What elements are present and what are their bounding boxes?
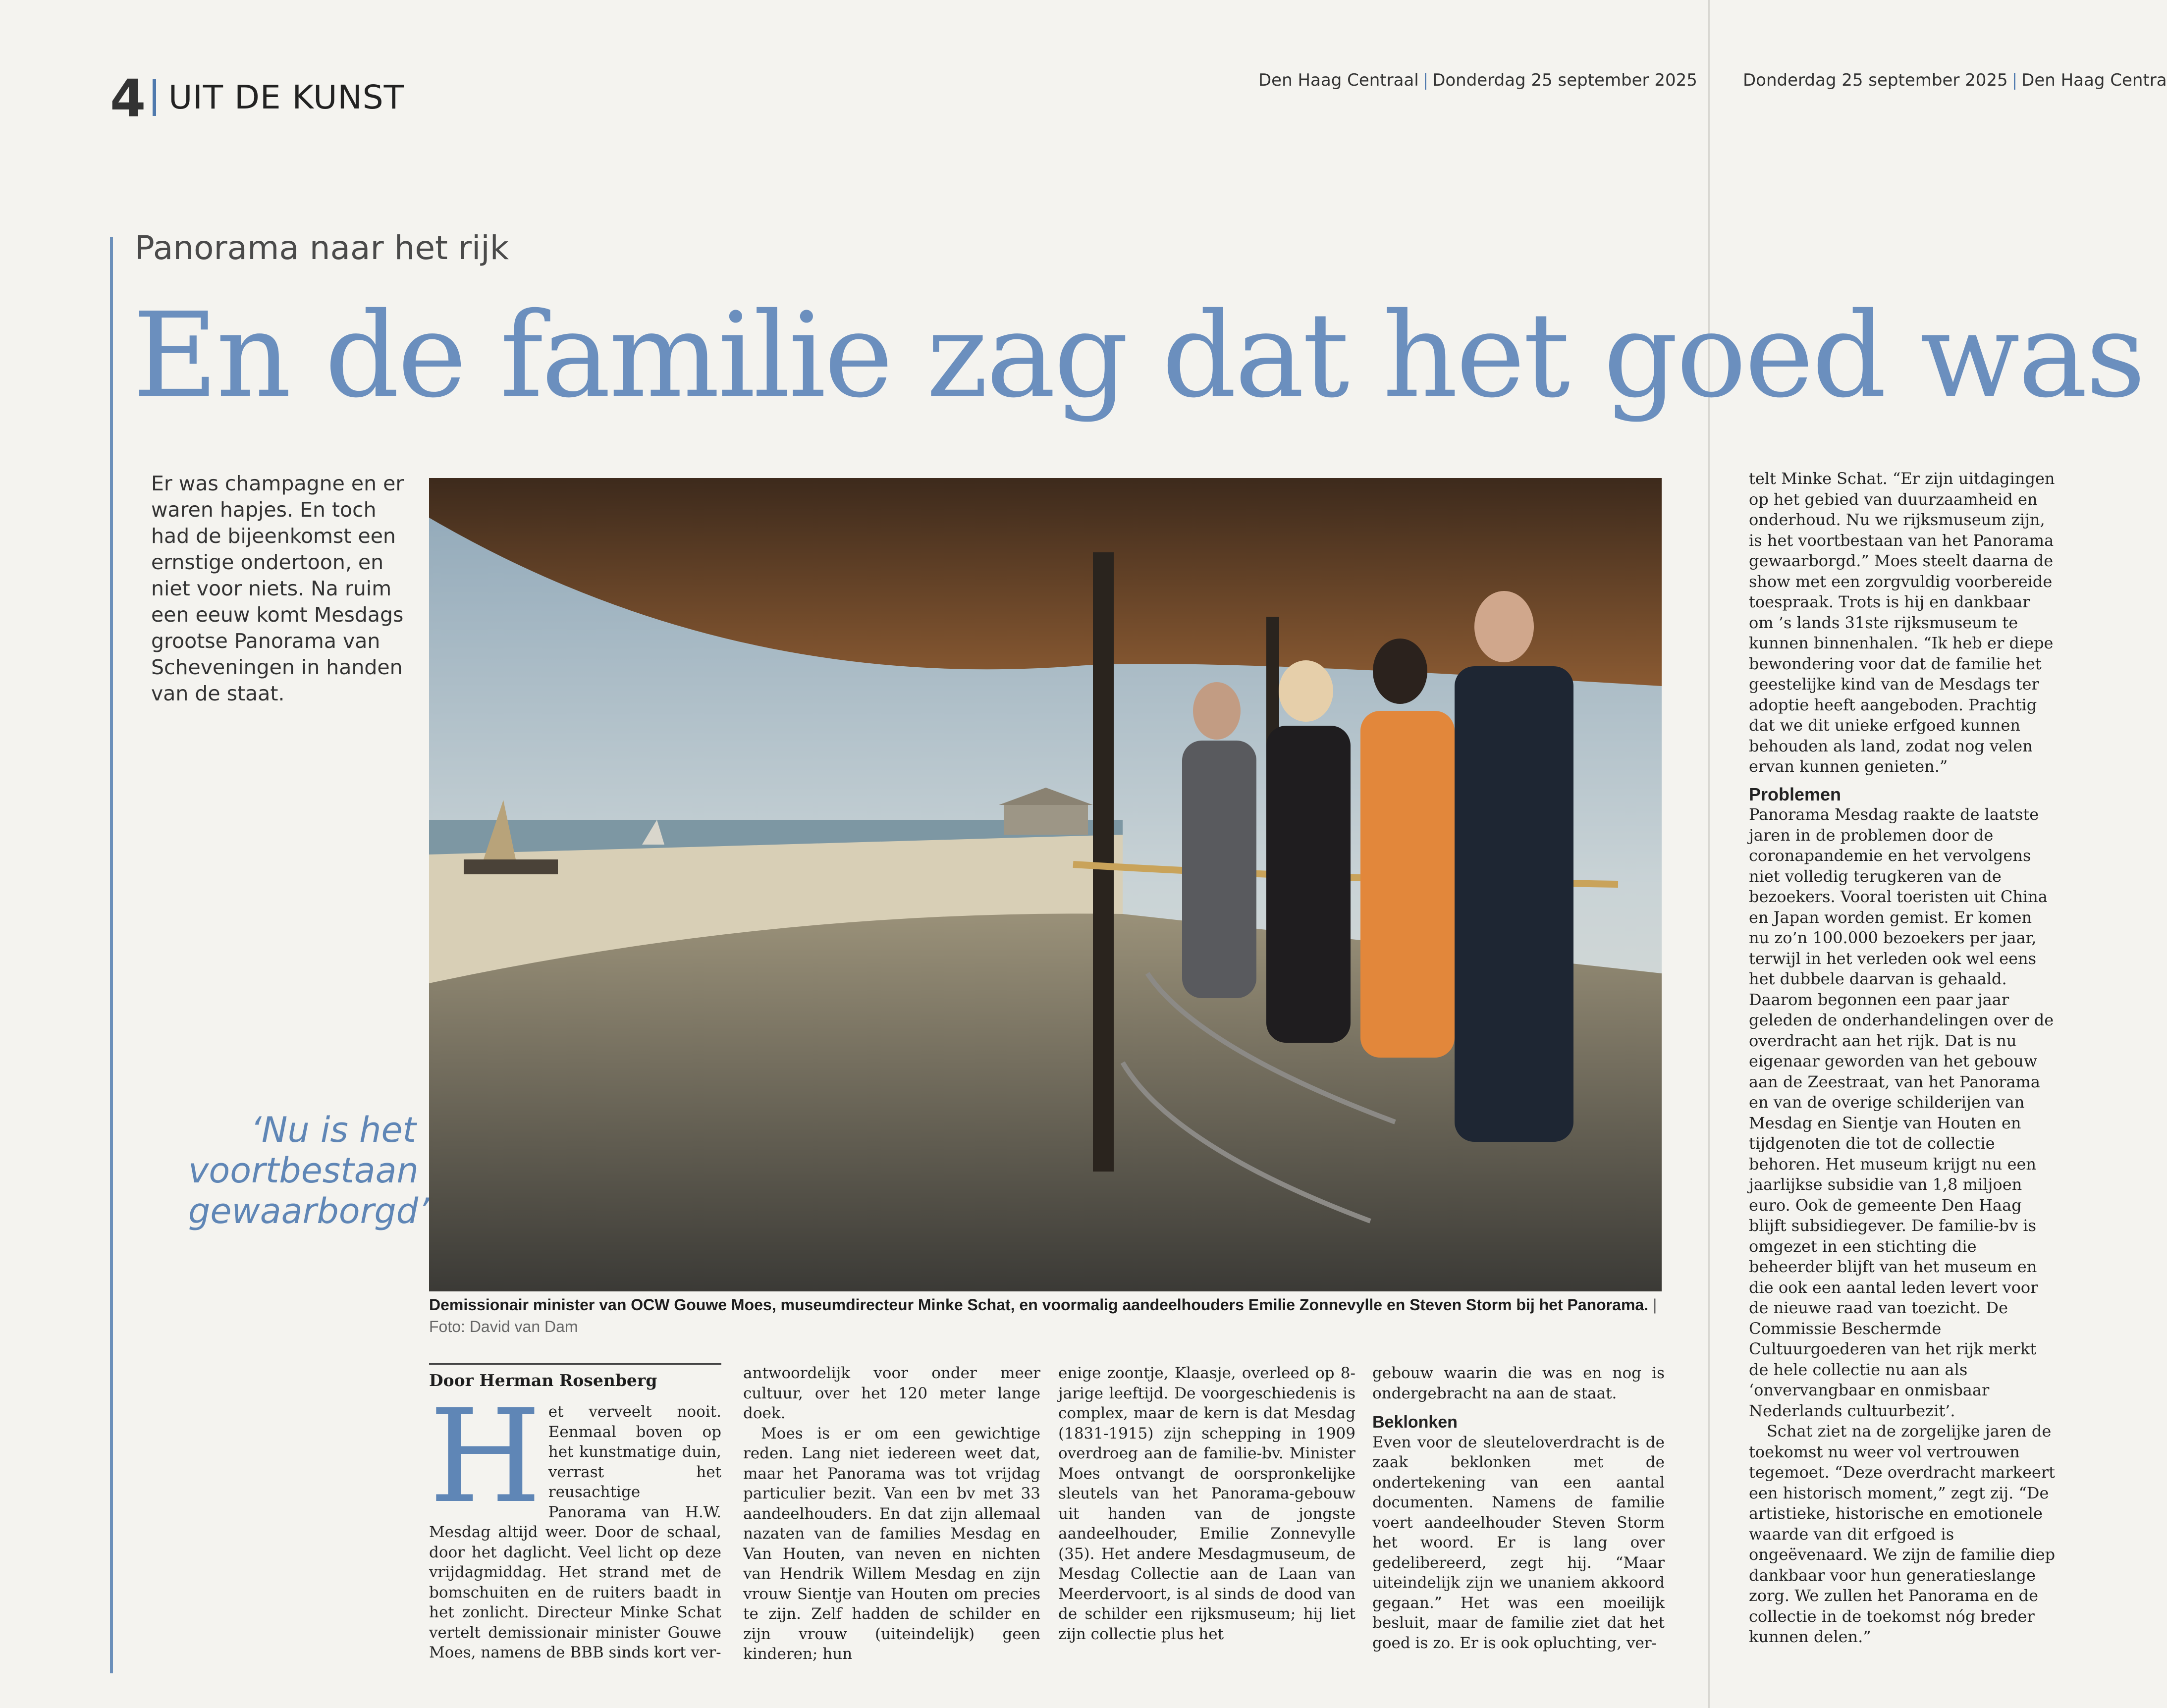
dateline-separator: |	[1422, 70, 1429, 90]
subheading: Problemen	[1749, 784, 1842, 804]
dateline-separator: |	[2011, 70, 2018, 90]
article-headline: En de familie zag dat het goed was	[133, 287, 2144, 424]
caption-text: Demissionair minister van OCW Gouwe Moes, museumdirecteur Minke Schat, en voormalig aandeelhouders Emilie Zonnevylle en Steven Storm bij het Panorama.	[429, 1296, 1649, 1314]
next-page-paper: Den Haag Centra	[2021, 70, 2167, 90]
drop-cap: H	[429, 1382, 542, 1532]
article-rule	[110, 237, 113, 1673]
paragraph: antwoordelijk voor onder meer cultuur, over het 120 meter lange doek.	[743, 1364, 1040, 1422]
paragraph: Panorama Mesdag raakte de laatste jaren in de problemen door de coronapandemie en het vervolgens niet volledig terugkeren van de bezoekers. Vooral toeristen uit China en Japan worden gemist. Er komen nu zo’n 100.000 bezoekers per jaar, terwijl in het verleden ook wel eens het dubbele daarvan is gehaald. Daarom begonnen een paar jaar geleden de onderhandelingen over de overdracht aan het rijk. Dat is nu eigenaar geworden van het gebouw aan de Zeestraat, van het Panorama en van de overige schilderijen van Mesdag en Sientje van Houten en tijdgenoten die tot de collectie behoren. Het museum krijgt nu een jaarlijkse subsidie van 1,8 miljoen euro. Ook de gemeente Den Haag blijft subsidiegever. De familie-bv is omgezet in een stichting die beheerder blijft van het museum en die ook een aantal leden levert voor de nieuwe raad van toezicht. De Commissie Beschermde Cultuurgoederen van het rijk merkt de hele collectie nu aan als ‘onvervangbaar en onmisbaar Nederlands cultuurbezit’.	[1749, 805, 2054, 1420]
next-page-dateline	[1743, 70, 2167, 90]
panorama-photo	[429, 478, 1662, 1291]
article-intro: Er was champagne en er waren hapjes. En toch had de bijeenkomst een ernstige ondertoon, en niet voor niets. Na ruim een eeuw komt Mesdags grootse Panorama van Scheveningen in handen van de staat.	[151, 472, 404, 705]
photo-credit: | Foto: David van Dam	[429, 1296, 1657, 1335]
subheading: Beklonken	[1372, 1413, 1458, 1432]
article-kicker: Panorama naar het rijk	[135, 229, 509, 267]
byline: Door Herman Rosenberg	[429, 1363, 721, 1390]
page-fold	[1708, 0, 1710, 1708]
article-column-5	[1749, 469, 2056, 1648]
article-column-2	[743, 1363, 1040, 1664]
paragraph: Schat ziet na de zorgelijke jaren de toekomst nu weer vol vertrouwen tegemoet. “Deze overdracht markeert een historisch moment,” zegt zij. “De artistieke, historische en emotionele waarde van dit erfgoed is ongeëvenaard. We zijn de familie diep dankbaar voor hun generatieslange zorg. We zullen het Panorama en de collectie in de toekomst nóg breder kunnen delen.”	[1749, 1422, 2056, 1646]
paragraph: gebouw waarin die was en nog is ondergebracht na aan de staat.	[1372, 1364, 1665, 1402]
article-column-4	[1372, 1363, 1665, 1653]
paragraph: Even voor de sleuteloverdracht is de zaak beklonken met de ondertekening van een aantal documenten. Namens de familie voert aandeelhouder Steven Storm het woord. Er is lang over gedelibereerd, zegt hij. “Maar uiteindelijk zijn we unaniem akkoord gegaan.” Het was een moeilijk besluit, maar de familie ziet dat het goed is zo. Er is ook opluchting, ver-	[1372, 1433, 1665, 1652]
paragraph: telt Minke Schat. “Er zijn uitdagingen op het gebied van duurzaamheid en onderhoud. Nu we rijksmuseum zijn, is het voortbestaan van het Panorama gewaarborgd.” Moes steelt daarna de show met een zorgvuldig voorbereide toespraak. Trots is hij en dankbaar om ’s lands 31ste rijksmuseum te kunnen binnenhalen. “Ik heb er diepe bewondering voor dat de familie het geestelijke kind van de Mesdags ter adoptie heeft aangeboden. Prachtig dat we dit unieke erfgoed kunnen behouden als land, zodat nog velen ervan kunnen genieten.”	[1749, 469, 2055, 776]
next-page-date: Donderdag 25 september 2025	[1743, 70, 2008, 90]
page-number: 4	[110, 68, 146, 129]
section-title: UIT DE KUNST	[168, 78, 404, 116]
paper-name: Den Haag Centraal	[1258, 70, 1419, 90]
paragraph: et verveelt nooit. Eenmaal boven op het kunstmatige duin, verrast het reusachtige Panorama van H.W. Mesdag altijd weer. Door de schaal, door het daglicht. Veel licht op deze vrijdagmiddag. Het strand met de bomschuiten en de ruiters baadt in het zonlicht. Directeur Minke Schat vertelt demissionair minister Gouwe Moes, namens de BBB sinds kort ver-	[429, 1403, 721, 1661]
section-divider	[153, 79, 156, 116]
article-column-3	[1058, 1363, 1355, 1644]
photo-caption	[429, 1294, 1662, 1337]
header-dateline	[1258, 70, 1697, 90]
pull-quote: ‘Nu is het voortbestaan gewaarborgd’	[188, 1110, 430, 1231]
article-column-1	[429, 1382, 721, 1663]
paragraph: enige zoontje, Klaasje, overleed op 8-jarige leeftijd. De voorgeschiedenis is complex, maar de kern is dat Mesdag (1831-1915) zijn schepping in 1909 overdroeg aan de familie-bv. Minister Moes ontvangt de oorspronkelijke sleutels van het Panorama-gebouw uit handen van de jongste aandeelhouder, Emilie Zonnevylle (35). Het andere Mesdagmuseum, de Mesdag Collectie aan de Laan van Meerdervoort, is al sinds de dood van de schilder een rijksmuseum; hij liet zijn collectie plus het	[1058, 1364, 1355, 1643]
paragraph: Moes is er om een gewichtige reden. Lang niet iedereen weet dat, maar het Panorama was tot vrijdag particulier bezit. Van een bv met 33 aandeelhouders. En dat zijn allemaal nazaten van de families Mesdag en Van Houten, van neven en nichten van Hendrik Willem Mesdag en zijn vrouw Sientje van Houten om precies te zijn. Zelf hadden de schilder en zijn vrouw (uiteindelijk) geen kinderen; hun	[743, 1424, 1040, 1663]
paper-date: Donderdag 25 september 2025	[1432, 70, 1697, 90]
